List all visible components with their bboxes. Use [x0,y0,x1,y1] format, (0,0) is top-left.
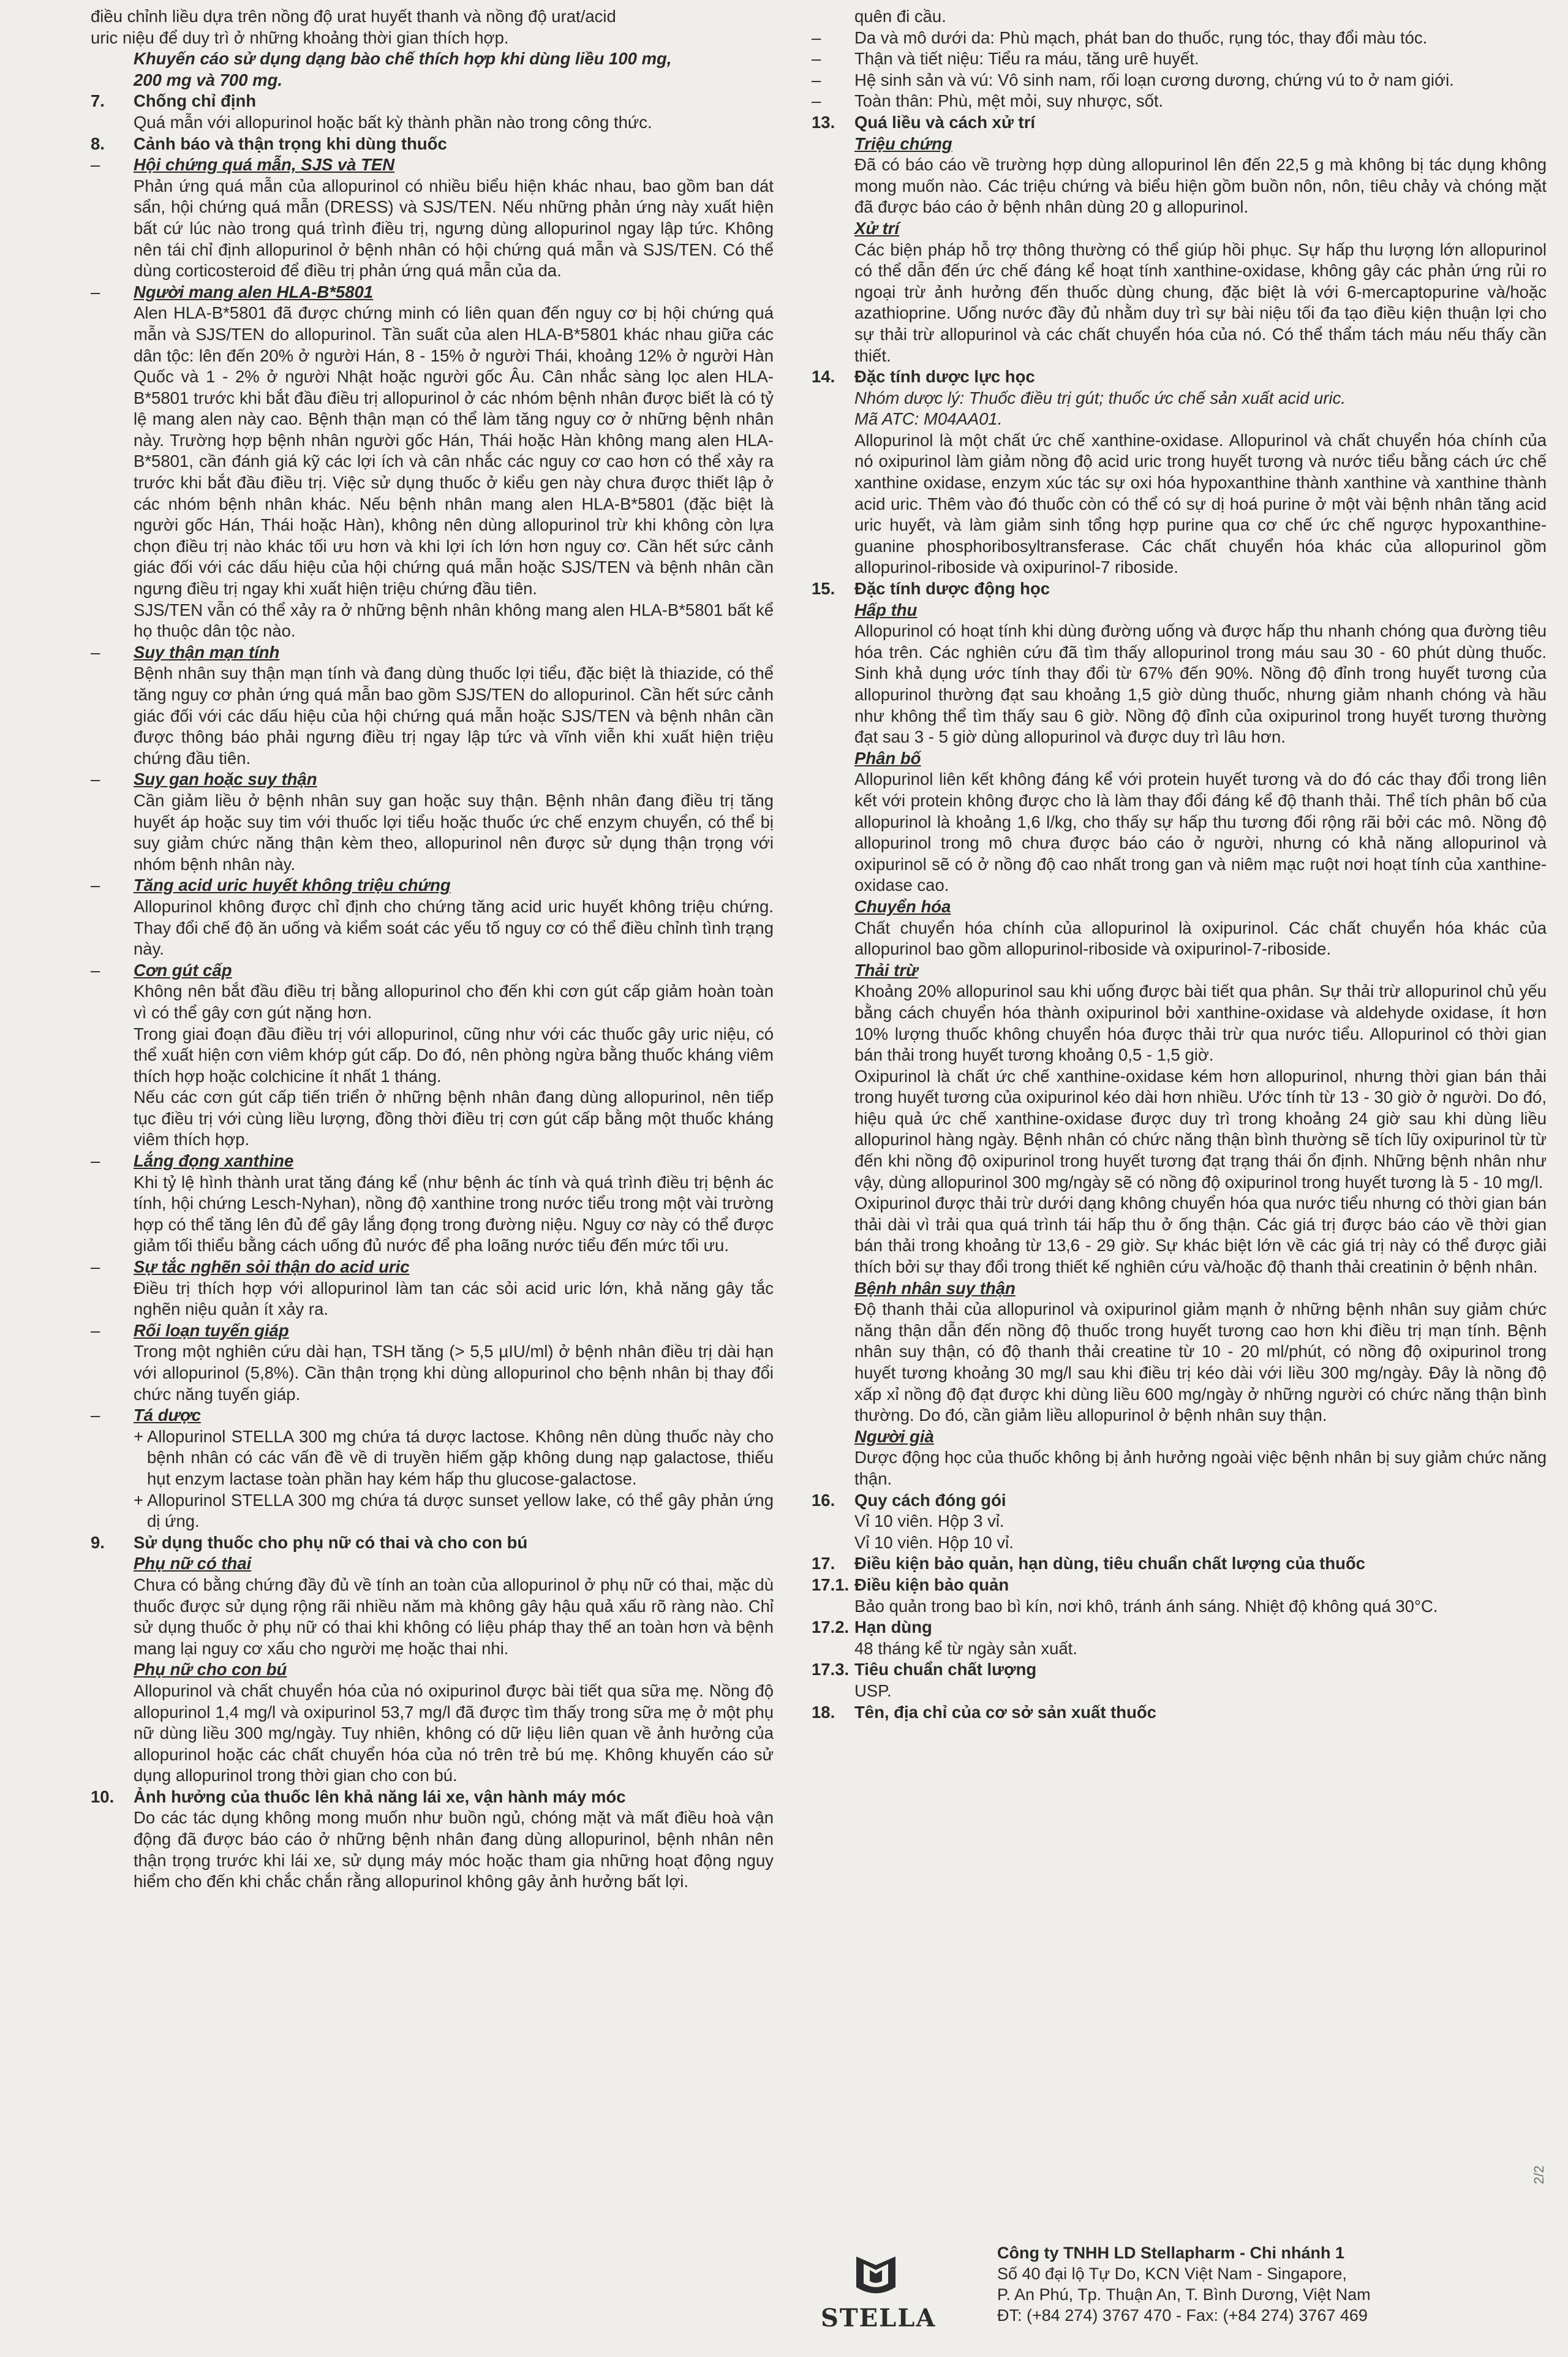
section-number: 17.2. [812,1617,850,1637]
section-title: Ảnh hưởng của thuốc lên khả năng lái xe, vận hành máy móc [134,1787,626,1806]
list-item: – Toàn thân: Phù, mệt mỏi, suy nhược, sốt. [812,91,1164,111]
section-number: 16. [812,1490,835,1510]
paragraph: Cần giảm liều ở bệnh nhân suy gan hoặc suy thận. Bệnh nhân đang điều trị tăng huyết áp hoặc suy tim với thuốc lợi tiểu hoặc thuốc ức chế enzym chuyển, có thể bị suy giảm chức năng thận kèm theo, allopurinol nên được sử dụng thận trọng với nhóm bệnh nhân này. [134,790,774,874]
section-number: 15. [812,579,835,599]
section-number: 14. [812,367,835,387]
paragraph: Allopurinol có hoạt tính khi dùng đường uống và được hấp thu nhanh chóng qua đường tiêu hóa trên. Các nghiên cứu đã tìm thấy allopurinol trong máu sau 30 - 60 phút dùng thuốc. Sinh khả dụng ước tính thay đổi từ 67% đến 90%. Nồng độ đỉnh trong huyết tương của allopurinol thường đạt sau khoảng 1,5 giờ dùng thuốc, nhưng giảm nhanh chóng và hầu như không thể tìm thấy sau 6 giờ. Nồng độ đỉnh của oxipurinol trong huyết tương thường đạt sau 3 - 5 giờ dùng allopurinol và được duy trì lâu hơn. [854,621,1547,747]
subheading: – Lắng đọng xanthine [91,1151,294,1171]
subheading [812,748,1547,770]
paragraph: Không nên bắt đầu điều trị bằng allopurinol cho đến khi cơn gút cấp giảm hoàn toàn vì có thể gây cơn gút nặng hơn. [134,982,774,1022]
list-item: – Da và mô dưới da: Phù mạch, phát ban do thuốc, rụng tóc, thay đổi màu tóc. [812,28,1428,47]
subheading-text: Chuyển hóa [854,896,951,916]
text-line: điều chỉnh liều dựa trên nồng độ urat huyết thanh và nồng độ urat/acid [91,7,616,26]
subheading-text: Hội chứng quá mẫn, SJS và TEN [134,155,395,175]
subheading-text: Hấp thu [854,600,918,619]
section-heading [812,1659,1547,1681]
paragraph: Khi tỷ lệ hình thành urat tăng đáng kể (như bệnh ác tính và quá trình điều trị bệnh ác tính, hội chứng Lesch-Nyhan), nồng độ xanthine trong nước tiểu trong một vài trường hợp có thể tăng lên đủ để gây lắng đọng trong đường niệu. Nguy cơ này có thể được giảm tối thiểu bằng cách uống đủ nước để pha loãng nước tiểu đến mức tối ưu. [134,1172,774,1255]
section-number: 7. [91,91,105,111]
subheading: – Rối loạn tuyến giáp [91,1320,289,1340]
section-heading [812,1490,1547,1511]
paragraph: Khoảng 20% allopurinol sau khi uống được bài tiết qua phân. Sự thải trừ allopurinol chủ yếu bằng cách chuyển hóa thành oxipurinol bởi xanthine-oxidase và aldehyde oxidase, ít hơn 10% lượng thuốc không chuyển hóa được thải trừ qua nước tiểu. Allopurinol có thời gian bán thải trong huyết tương khoảng 0,5 - 1,5 giờ. [854,982,1547,1065]
list-item: – Thận và tiết niệu: Tiểu ra máu, tăng urê huyết. [812,49,1199,69]
paragraph: quên đi cầu. [854,7,946,26]
list-item: + Allopurinol STELLA 300 mg chứa tá dược lactose. Không nên dùng thuốc này cho bệnh nhân có các vấn đề về di truyền hiếm gặp không dung nạp galactose, thiếu hụt enzym lactase toàn phần hay kém hấp thu glucose-galactose. [134,1426,774,1488]
page-number: 2/2 [1531,2165,1547,2184]
left-column [91,6,774,1893]
subheading: – Sự tắc nghẽn sỏi thận do acid uric [91,1257,410,1277]
paragraph: Mã ATC: M04AA01. [854,409,1003,429]
paragraph: Đã có báo cáo về trường hợp dùng allopurinol lên đến 22,5 g mà không bị tác dụng không mong muốn nào. Các triệu chứng và biểu hiện gồm buồn nôn, nôn, tiêu chảy và chóng mặt đã được báo cáo ở bệnh nhân dùng 20 g allopurinol. [854,155,1547,217]
list-item-text: Allopurinol STELLA 300 mg chứa tá dược sunset yellow lake, có thể gây phản ứng dị ứng. [147,1490,774,1531]
subheading: – Tá dược [91,1405,201,1425]
paragraph: Allopurinol không được chỉ định cho chứng tăng acid uric huyết không triệu chứng. Thay đổi chế độ ăn uống và kiểm soát các yếu tố nguy cơ có thể điều chỉnh tình trạng này. [134,896,774,959]
subheading [812,218,1547,240]
subheading [812,1278,1547,1300]
list-item: – Hệ sinh sản và vú: Vô sinh nam, rối loạn cương dương, chứng vú to ở nam giới. [812,70,1454,89]
paragraph: Nếu các cơn gút cấp tiến triển ở những bệnh nhân đang dùng allopurinol, nên tiếp tục điều trị với cùng liều lượng, đồng thời điều trị cơn gút cấp bằng một thuốc kháng viêm thích hợp. [134,1088,774,1149]
section-number: 13. [812,112,835,132]
paragraph: Các biện pháp hỗ trợ thông thường có thể giúp hồi phục. Sự hấp thu lượng lớn allopurinol có thể dẫn đến ức chế đáng kể hoạt tính xanthine-oxidase, không gây các phản ứng rủi ro ngoại trừ ảnh hưởng đến thuốc dùng chung, đặc biệt là với 6-mercaptopurine và/hoặc azathioprine. Uống nước đầy đủ nhằm duy trì sự bài niệu tối đa tạo điều kiện thuận lợi cho sự thải trừ allopurinol và các chất chuyển hóa của nó. Có thể thẩm tách máu nếu thấy cần thiết. [854,240,1547,365]
paragraph: Nhóm dược lý: Thuốc điều trị gút; thuốc ức chế sản xuất acid uric. [854,388,1346,407]
subheading-text: Xử trí [854,218,900,238]
subheading-text: Sự tắc nghẽn sỏi thận do acid uric [134,1257,410,1277]
section-title: Hạn dùng [854,1617,932,1637]
section-heading [812,1702,1547,1723]
section-heading [812,578,1547,600]
section-heading [812,1553,1547,1575]
paragraph: Chất chuyển hóa chính của allopurinol là oxipurinol. Các chất chuyển hóa khác của allopurinol bao gồm allopurinol-riboside và oxipurinol-7-riboside. [854,918,1547,959]
list-item-text: Thận và tiết niệu: Tiểu ra máu, tăng urê huyết. [854,49,1199,69]
paragraph: Trong giai đoạn đầu điều trị với allopurinol, cũng như với các thuốc gây uric niệu, có thể xuất hiện cơn viêm khớp gút cấp. Do đó, nên phòng ngừa bằng thuốc kháng viêm thích hợp hoặc colchicine ít nhất 1 tháng. [134,1024,774,1086]
paragraph: Alen HLA-B*5801 đã được chứng minh có liên quan đến nguy cơ bị hội chứng quá mẫn và SJS/TEN do allopurinol. Tần suất của alen HLA-B*5801 khác nhau giữa các dân tộc: lên đến 20% ở người Hán, 8 - 15% ở người Thái, khoảng 12% ở người Hàn Quốc và 1 - 2% ở người Nhật hoặc người gốc Âu. Cân nhắc sàng lọc alen HLA-B*5801 trước khi bắt đầu điều trị allopurinol ở các nhóm bệnh nhân được biết là có tỷ lệ mang alen này cao. Bệnh thận mạn có thể làm tăng nguy cơ ở những bệnh nhân này. Trường hợp bệnh nhân người gốc Hán, Thái hoặc Hàn không mang alen HLA-B*5801, cần đánh giá kỹ các lợi ích và cân nhắc các nguy cơ cao hơn có thể xảy ra trước khi bắt đầu điều trị. Việc sử dụng thuốc ở kiểu gen này chưa được thiết lập ở các nhóm bệnh nhân khác. Nếu bệnh nhân mang alen HLA-B*5801 (đặc biệt là người gốc Hán, Thái hoặc Hàn), không nên dùng allopurinol trừ khi không còn lựa chọn điều trị nào khác tối ưu hơn và khi lợi ích lớn hơn nguy cơ. Cần hết sức cảnh giác đối với các dấu hiệu của hội chứng quá mẫn hoặc SJS/TEN và bệnh nhân cần ngưng điều trị ngay khi xuất hiện triệu chứng đầu tiên. [134,303,774,599]
paragraph: Bệnh nhân suy thận mạn tính và đang dùng thuốc lợi tiểu, đặc biệt là thiazide, có thể tăng nguy cơ phản ứng quá mẫn bao gồm SJS/TEN do allopurinol. Cần hết sức cảnh giác đối với các dấu hiệu của hội chứng quá mẫn hoặc SJS/TEN và bệnh nhân cần được thông báo phải ngưng điều trị ngay lập tức và vĩnh viễn khi xuất hiện triệu chứng đầu tiên. [134,664,774,768]
subheading-text: Bệnh nhân suy thận [854,1278,1016,1298]
paragraph: Allopurinol và chất chuyển hóa của nó oxipurinol được bài tiết qua sữa mẹ. Nồng độ allopurinol 1,4 mg/l và oxipurinol 53,7 mg/l đã được tìm thấy trong sữa mẹ ở một phụ nữ dùng liều 300 mg/ngày. Tuy nhiên, không có dữ liệu liên quan về ảnh hưởng của allopurinol hoặc các chất chuyển hóa của nó trên trẻ bú mẹ. Không khuyến cáo sử dụng allopurinol trong thời gian cho con bú. [134,1681,774,1785]
paragraph: Allopurinol là một chất ức chế xanthine-oxidase. Allopurinol và chất chuyển hóa chính của nó oxipurinol làm giảm nồng độ acid uric trong huyết tương và nước tiểu bằng cách ức chế xanthine oxidase, enzym xúc tác sự oxi hóa hypoxanthine thành xanthine và xanthine thành acid uric. Thêm vào đó thuốc còn có thể có sự dị hoá purine ở một vài bệnh nhân tăng acid uric huyết, và làm giảm sinh tổng hợp purine qua cơ chế ức chế ngược hypoxanthine-guanine phosphoribosyltransferase. Các chất chuyển hóa khác của allopurinol gồm allopurinol-riboside và oxipurinol-7 riboside. [854,430,1547,577]
section-number: 8. [91,134,105,153]
subheading: – Người mang alen HLA-B*5801 [91,282,374,301]
paragraph: Oxipurinol là chất ức chế xanthine-oxidase kém hơn allopurinol, nhưng thời gian bán thải trong huyết tương của oxipurinol kéo dài hơn nhiều. Ước tính từ 13 - 30 giờ ở người. Do đó, hiệu quả ức chế xanthine-oxidase được duy trì trong khoảng 24 giờ sau khi dùng liều allopurinol hàng ngày. Bệnh nhân có chức năng thận bình thường sẽ tích lũy oxipurinol từ từ đến khi nồng độ oxipurinol trong huyết tương đạt trạng thái ổn định. Những bệnh nhân như vậy, dùng allopurinol 300 mg/ngày sẽ có nồng độ oxipurinol trong huyết tương là 5 - 10 mg/l. [854,1066,1547,1192]
subheading [812,1426,1547,1448]
company-name: Công ty TNHH LD Stellapharm - Chi nhánh 1 [997,2244,1345,2262]
section-heading [91,1787,774,1808]
section-title: Quy cách đóng gói [854,1490,1006,1510]
subheading [91,1659,774,1681]
paragraph: Oxipurinol được thải trừ dưới dạng không chuyển hóa qua nước tiểu nhưng có thời gian bán thải dài vì trải qua quá trình tái hấp thu ở ống thận. Các giá trị được báo cáo về thời gian bán thải trong khoảng từ 13,6 - 29 giờ. Sự khác biệt lớn về các giá trị này có thể được giải thích bởi sự thay đổi trong thiết kế nghiên cứu và/hoặc độ thanh thải creatinin ở bệnh nhân. [854,1194,1547,1277]
paragraph: 48 tháng kể từ ngày sản xuất. [854,1638,1077,1658]
subheading-text: Tá dược [134,1405,201,1425]
section-title: Điều kiện bảo quản [854,1575,1009,1594]
stella-logo [821,2252,937,2337]
section-number: 17. [812,1554,835,1573]
section-number: 18. [812,1702,835,1722]
subheading-text: Thải trừ [854,960,918,980]
section-title: Đặc tính dược động học [854,579,1050,599]
subheading [91,1553,774,1575]
paragraph: Quá mẫn với allopurinol hoặc bất kỳ thành phần nào trong công thức. [134,112,652,132]
section-heading [91,134,774,155]
subheading-text: Phụ nữ có thai [134,1554,252,1573]
subheading-text: Người già [854,1426,934,1446]
section-heading [812,366,1547,388]
list-item-text: Toàn thân: Phù, mệt mỏi, suy nhược, sốt. [854,91,1164,111]
paragraph: Chưa có bằng chứng đầy đủ về tính an toàn của allopurinol ở phụ nữ có thai, mặc dù thuốc được sử dụng rộng rãi nhiều năm mà không gây hậu quả xấu rõ ràng nào. Chỉ sử dụng thuốc ở phụ nữ có thai khi không có liệu pháp thay thế an toàn hơn và bệnh mang lại nguy cơ xấu cho người mẹ hoặc thai nhi. [134,1575,774,1658]
subheading-text: Suy gan hoặc suy thận [134,770,317,789]
list-item: + Allopurinol STELLA 300 mg chứa tá dược sunset yellow lake, có thể gây phản ứng dị ứng. [134,1490,774,1531]
right-column [812,6,1547,1723]
manufacturer-info [997,2242,1371,2326]
company-phone-fax: ĐT: (+84 274) 3767 470 - Fax: (+84 274) 3767 469 [997,2306,1368,2325]
section-number: 10. [91,1787,115,1806]
text-line: Khuyến cáo sử dụng dạng bào chế thích hợp khi dùng liều 100 mg, [134,49,672,69]
paragraph: Độ thanh thải của allopurinol và oxipurinol giảm mạnh ở những bệnh nhân suy giảm chức năng thận dẫn đến nồng độ thuốc trong huyết tương cao hơn khi điều trị mạn tính. Bệnh nhân suy thận, có độ thanh thải creatine từ 10 - 20 ml/phút, có nồng độ oxipurinol trong huyết tương khoảng 30 mg/l sau khi điều trị kéo dài với liều 300 mg/ngày. Đây là nồng độ xấp xỉ nồng độ đạt được khi dùng liều 600 mg/ngày ở những người có chức năng thận bình thường. Do đó, cần giảm liều allopurinol ở bệnh nhân suy thận. [854,1300,1547,1425]
paragraph: Vỉ 10 viên. Hộp 3 vỉ. [854,1511,1005,1531]
section-heading [91,91,774,112]
paragraph: Do các tác dụng không mong muốn như buồn ngủ, chóng mặt và mất điều hoà vận động đã được báo cáo ở những bệnh nhân đang dùng allopurinol, bệnh nhân nên thận trọng trước khi lái xe, sử dụng máy móc hoặc tham gia những hoạt động nguy hiểm cho đến khi chắc chắn rằng allopurinol không gây ảnh hưởng bất lợi. [134,1808,774,1891]
section-heading [91,1532,774,1554]
paragraph: Dược động học của thuốc không bị ảnh hưởng ngoài việc bệnh nhân bị suy giảm chức năng thận. [854,1448,1547,1488]
subheading-text: Phụ nữ cho con bú [134,1660,287,1679]
section-number: 17.3. [812,1660,850,1679]
subheading: – Suy gan hoặc suy thận [91,770,317,789]
subheading-text: Tăng acid uric huyết không triệu chứng [134,876,451,895]
subheading-text: Triệu chứng [854,134,952,153]
paragraph: Phản ứng quá mẫn của allopurinol có nhiều biểu hiện khác nhau, bao gồm ban dát sẩn, hội chứng quá mẫn (DRESS) và SJS/TEN. Nếu những phản ứng này xuất hiện bất cứ lúc nào trong quá trình điều trị, ngưng dùng allopurinol ngay lập tức. Không nên tái chỉ định allopurinol ở bệnh nhân có hội chứng quá mẫn và SJS/TEN. Có thể dùng corticosteroid để điều trị phản ứng quá mẫn của da. [134,176,774,281]
subheading: – Tăng acid uric huyết không triệu chứng [91,876,451,895]
section-title: Quá liều và cách xử trí [854,112,1036,132]
section-title: Tiêu chuẩn chất lượng [854,1660,1037,1679]
section-heading [812,112,1547,134]
paragraph: SJS/TEN vẫn có thể xảy ra ở những bệnh nhân không mang alen HLA-B*5801 bất kể họ thuộc dân tộc nào. [134,600,774,641]
subheading: – Cơn gút cấp [91,960,232,980]
list-item-text: Allopurinol STELLA 300 mg chứa tá dược lactose. Không nên dùng thuốc này cho bệnh nhân có các vấn đề về di truyền hiếm gặp không dung nạp galactose, thiếu hụt enzym lactase toàn phần hay kém hấp thu glucose-galactose. [147,1426,774,1488]
subheading-text: Người mang alen HLA-B*5801 [134,282,374,301]
logo-wordmark: STELLA [821,2304,937,2332]
subheading [812,960,1547,982]
section-title: Tên, địa chỉ của cơ sở sản xuất thuốc [854,1702,1156,1722]
paragraph: Vỉ 10 viên. Hộp 10 vỉ. [854,1532,1014,1552]
list-item-text: Da và mô dưới da: Phù mạch, phát ban do thuốc, rụng tóc, thay đổi màu tóc. [854,28,1428,47]
section-title: Điều kiện bảo quản, hạn dùng, tiêu chuẩn chất lượng của thuốc [854,1554,1365,1573]
subheading: – Suy thận mạn tính [91,642,280,662]
subheading-text: Phân bố [854,748,921,768]
subheading: – Hội chứng quá mẫn, SJS và TEN [91,155,395,175]
section-title: Cảnh báo và thận trọng khi dùng thuốc [134,134,447,153]
subheading-text: Cơn gút cấp [134,960,232,980]
company-address-line: P. An Phú, Tp. Thuận An, T. Bình Dương, Việt Nam [997,2285,1371,2304]
paragraph: Trong một nghiên cứu dài hạn, TSH tăng (> 5,5 µIU/ml) ở bệnh nhân điều trị dài hạn với allopurinol (5,8%). Cần thận trọng khi dùng allopurinol cho bệnh nhân bị thay đổi chức năng tuyến giáp. [134,1342,774,1404]
subheading [812,896,1547,918]
subheading-text: Rối loạn tuyến giáp [134,1320,289,1340]
section-number: 17.1. [812,1575,850,1594]
section-heading [812,1575,1547,1596]
text-line: 200 mg và 700 mg. [134,70,283,89]
section-heading [812,1617,1547,1638]
section-number: 9. [91,1532,105,1552]
subheading-text: Lắng đọng xanthine [134,1151,294,1171]
subheading [812,600,1547,621]
section-title: Đặc tính dược lực học [854,367,1035,387]
section-title: Sử dụng thuốc cho phụ nữ có thai và cho con bú [134,1532,528,1552]
company-address-line: Số 40 đại lộ Tự Do, KCN Việt Nam - Singapore, [997,2264,1347,2283]
text-line: uric niệu để duy trì ở những khoảng thời gian thích hợp. [91,28,509,47]
list-item-text: Hệ sinh sản và vú: Vô sinh nam, rối loạn cương dương, chứng vú to ở nam giới. [854,70,1454,89]
subheading [812,134,1547,155]
paragraph: Bảo quản trong bao bì kín, nơi khô, tránh ánh sáng. Nhiệt độ không quá 30°C. [854,1596,1438,1616]
paragraph: Allopurinol liên kết không đáng kể với protein huyết tương và do đó các thay đổi trong liên kết với protein không được cho là làm thay đổi đáng kể độ thanh thải. Thể tích phân bố của allopurinol là khoảng 1,6 l/kg, cho thấy sự hấp thu tương đối rộng rãi bởi các mô. Nồng độ allopurinol trong mô chưa được báo cáo ở người, nhưng có khả năng allopurinol và oxipurinol sẽ có ở nồng độ cao nhất trong gan và niêm mạc ruột nơi hoạt tính của xanthine-oxidase cao. [854,770,1547,895]
subheading-text: Suy thận mạn tính [134,642,280,662]
paragraph: USP. [854,1681,892,1700]
paragraph: Điều trị thích hợp với allopurinol làm tan các sỏi acid uric lớn, khả năng gây tắc nghẽn niệu quản ít xảy ra. [134,1278,774,1319]
section-title: Chống chỉ định [134,91,257,111]
